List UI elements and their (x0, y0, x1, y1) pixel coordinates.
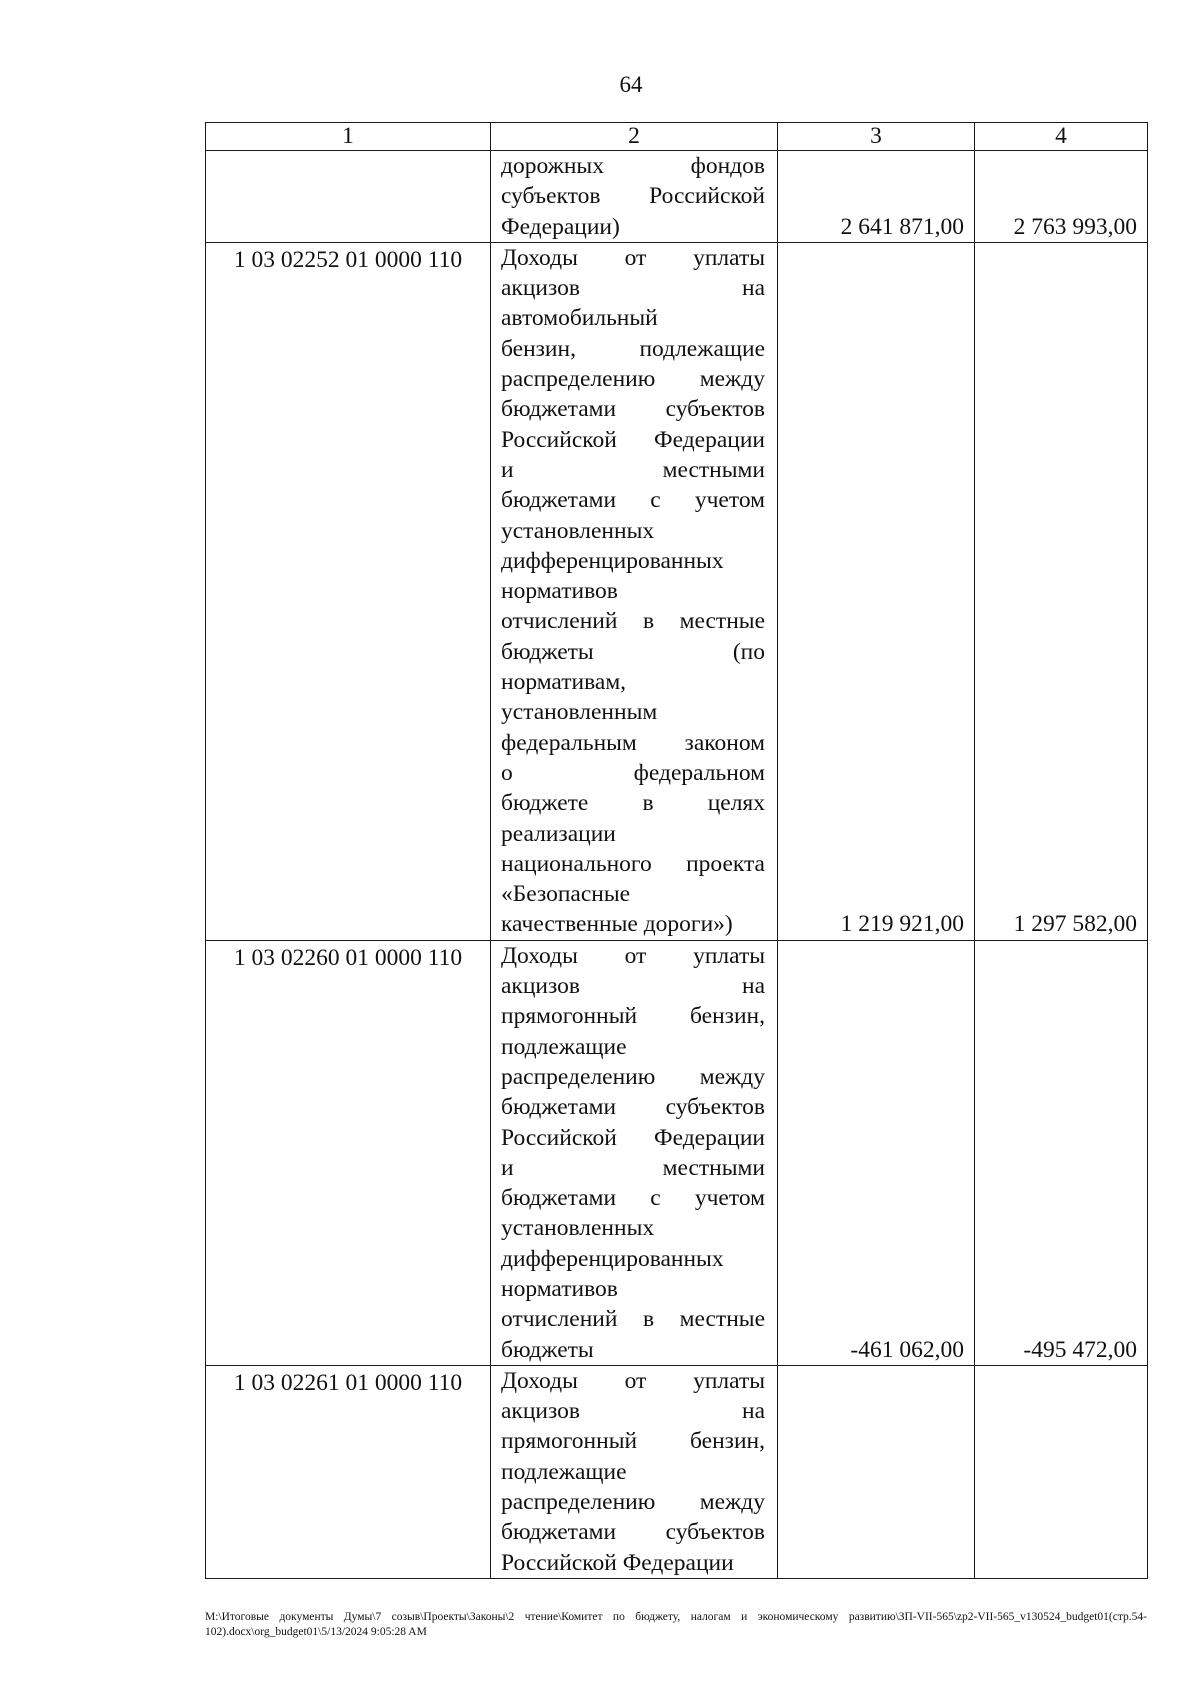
row-value-col4: 1 297 582,00 (975, 242, 1148, 940)
row-code: 1 03 02261 01 0000 110 (206, 1365, 491, 1578)
description-line: акцизов на (501, 973, 765, 1000)
description-line: Доходы от уплаты (501, 942, 765, 969)
description-line: Российской Федерации (501, 1549, 734, 1576)
description-line: и местными (501, 456, 765, 483)
description-line: национального проекта (501, 850, 765, 877)
description-line: распределению между (501, 366, 765, 393)
description-line: бензин, подлежащие (501, 335, 765, 362)
row-value-col3: -461 062,00 (778, 940, 975, 1365)
description-line: акцизов на (501, 1398, 765, 1425)
row-description (491, 151, 778, 243)
description-line: дифференцированных (501, 547, 724, 574)
description-line: распределению между (501, 1489, 765, 1516)
description-line: отчислений в местные (501, 608, 765, 635)
row-description (491, 1365, 778, 1578)
description-line: подлежащие (501, 1033, 627, 1060)
description-line: распределению между (501, 1063, 765, 1090)
description-line: прямогонный бензин, (501, 1003, 765, 1030)
description-line: федеральным законом (501, 729, 765, 756)
row-code (206, 151, 491, 243)
description-line: бюджете в целях (501, 790, 765, 817)
description-line: бюджетами с учетом (501, 487, 765, 514)
description-line: установленных (501, 1215, 655, 1242)
header-col-2: 2 (491, 123, 778, 151)
description-line: Доходы от уплаты (501, 244, 765, 271)
table-row (206, 151, 1148, 243)
description-line: подлежащие (501, 1458, 627, 1485)
description-line: акцизов на (501, 275, 765, 302)
row-code: 1 03 02252 01 0000 110 (206, 242, 491, 940)
description-line: нормативов (501, 578, 618, 605)
row-description (491, 940, 778, 1365)
description-line: дорожных фондов (501, 153, 765, 179)
description-line: субъектов Российской (501, 183, 765, 210)
row-value-col4 (975, 1365, 1148, 1578)
table-row (206, 242, 1148, 940)
description-line: бюджетами субъектов (501, 1094, 765, 1121)
description-line: нормативам, (501, 669, 627, 696)
description-line: «Безопасные (501, 881, 631, 908)
budget-table (205, 122, 1148, 1579)
row-value-col4: 2 763 993,00 (975, 151, 1148, 243)
description-line: нормативов (501, 1275, 618, 1302)
row-value-col4: -495 472,00 (975, 940, 1148, 1365)
row-code: 1 03 02260 01 0000 110 (206, 940, 491, 1365)
description-line: прямогонный бензин, (501, 1428, 765, 1455)
description-line: Доходы от уплаты (501, 1367, 765, 1394)
row-value-col3: 1 219 921,00 (778, 242, 975, 940)
header-col-3: 3 (778, 123, 975, 151)
description-line: бюджеты (по (501, 638, 765, 665)
table-row (206, 940, 1148, 1365)
description-line: Федерации) (501, 213, 620, 240)
description-line: качественные дороги») (501, 911, 733, 938)
description-line: реализации (501, 820, 616, 847)
description-line: бюджетами субъектов (501, 1519, 765, 1546)
description-line: автомобильный (501, 305, 658, 332)
description-line: установленных (501, 517, 655, 544)
page-number: 64 (619, 72, 643, 97)
description-line: бюджетами с учетом (501, 1185, 765, 1212)
description-line: и местными (501, 1154, 765, 1181)
row-description (491, 242, 778, 940)
header-col-1: 1 (206, 123, 491, 151)
header-col-4: 4 (975, 123, 1148, 151)
row-value-col3: 2 641 871,00 (778, 151, 975, 243)
description-line: отчислений в местные (501, 1306, 765, 1333)
row-value-col3 (778, 1365, 975, 1578)
description-line: дифференцированных (501, 1245, 724, 1272)
description-line: бюджетами субъектов (501, 396, 765, 423)
description-line: Российской Федерации (501, 1124, 765, 1151)
table-header-row (206, 123, 1148, 151)
description-line: о федеральном (501, 759, 765, 786)
description-line: Российской Федерации (501, 426, 765, 453)
description-line: установленным (501, 699, 658, 726)
description-line: бюджеты (501, 1336, 594, 1363)
footer-file-path: M:\Итоговые документы Думы\7 созыв\Проекты\Законы\2 чтение\Комитет по бюджету, налогам и экономическому развитию\ЗП-VII-565\zp2-VII-565_v130524_budget01(стр.54-102).docx\org_budget01\5/13/2024 9:05:28 AM (205, 1611, 1147, 1638)
table-row (206, 1365, 1148, 1578)
